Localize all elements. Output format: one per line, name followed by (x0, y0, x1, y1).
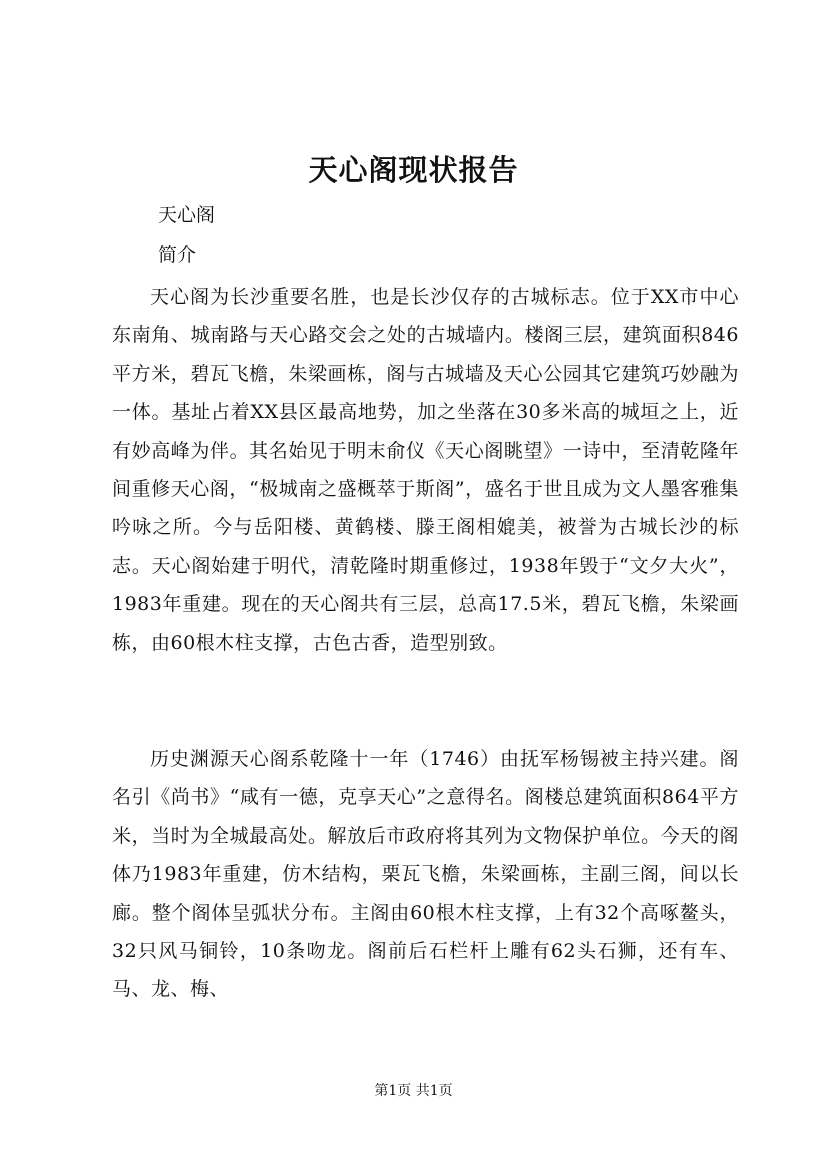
paragraph-intro: 天心阁为长沙重要名胜，也是长沙仅存的古城标志。位于XX市中心东南角、城南路与天心路交会之处的古城墙内。楼阁三层，建筑面积846平方米，碧瓦飞檐，朱梁画栋，阁与古城墙及天心公园其它建筑巧妙融为一体。基址占着XX县区最高地势，加之坐落在30多米高的城垣之上，近有妙高峰为伴。其名始见于明末俞仪《天心阁眺望》一诗中，至清乾隆年间重修天心阁，“极城南之盛概萃于斯阁”，盛名于世且成为文人墨客雅集吟咏之所。今与岳阳楼、黄鹤楼、滕王阁相媲美，被誉为古城长沙的标志。天心阁始建于明代，清乾隆时期重修过，1938年毁于“文夕大火”，1983年重建。现在的天心阁共有三层，总高17.5米，碧瓦飞檐，朱梁画栋，由60根木柱支撑，古色古香，造型别致。 (112, 286, 739, 654)
page-footer: 第1页 共1页 (374, 1083, 453, 1099)
paragraph-history: 历史渊源天心阁系乾隆十一年（1746）由抚军杨锡被主持兴建。阁名引《尚书》“咸有一德，克享天心”之意得名。阁楼总建筑面积864平方米，当时为全城最高处。解放后市政府将其列为文物保护单位。今天的阁体乃1983年重建，仿木结构，栗瓦飞檐，朱梁画栋，主副三阁，间以长廊。整个阁体呈弧状分布。主阁由60根木柱支撑，上有32个高啄鳌头，32只风马铜铃，10条吻龙。阁前后石栏杆上雕有62头石狮，还有车、马、龙、梅、 (112, 748, 739, 1001)
page-title: 天心阁现状报告 (308, 153, 519, 187)
document-subtitle: 天心阁 (158, 204, 216, 226)
section-label-intro: 简介 (158, 244, 197, 266)
